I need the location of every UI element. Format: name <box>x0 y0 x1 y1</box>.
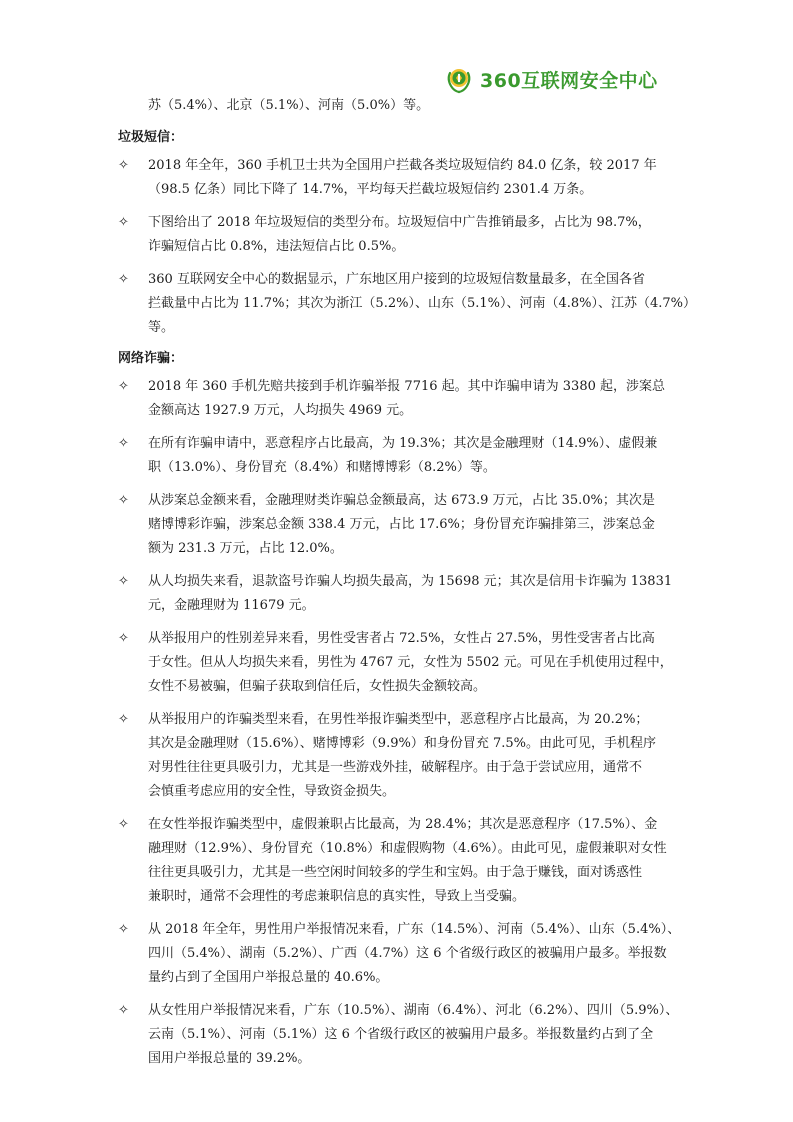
bullet-icon: ✧ <box>118 436 129 451</box>
logo-text: 360互联网安全中心 <box>480 69 658 92</box>
bullet-text: 在女性举报诈骗类型中，虚假兼职占比最高，为 28.4%；其次是恶意程序（17.5%）、金 融理财（12.9%）、身份冒充（10.8%）和虚假购物（4.6%）。由此可见，虚假兼职对女性 往往更具吸引力，尤其是一些空闲时间较多的学生和宝妈。由于急于赚钱，面对诱惑性 兼职时，通常不会理性的考虑兼职信息的真实性，导致上当受骗。 <box>148 817 667 904</box>
bullet-text: 从人均损失来看，退款盗号诈骗人均损失最高，为 15698 元；其次是信用卡诈骗为 13831 元，金融理财为 11679 元。 <box>148 574 673 613</box>
list-item <box>118 570 678 618</box>
bullet-text: 360 互联网安全中心的数据显示，广东地区用户接到的垃圾短信数量最多，在全国各省 拦截量中占比为 11.7%；其次为浙江（5.2%）、山东（5.1%）、河南（4.8%）、江苏（4.7%） 等。 <box>148 272 697 335</box>
document-body <box>118 94 697 1080</box>
bullet-text: 在所有诈骗申请中，恶意程序占比最高，为 19.3%；其次是金融理财（14.9%）、虚假兼 职（13.0%）、身份冒充（8.4%）和赌博博彩（8.2%）等。 <box>148 436 658 475</box>
bullet-icon: ✧ <box>118 817 129 832</box>
list-item <box>118 489 678 561</box>
list-item <box>118 627 678 699</box>
section-heading-online-fraud: 网络诈骗： <box>118 351 184 366</box>
bullet-text: 下图给出了 2018 年垃圾短信的类型分布。垃圾短信中广告推销最多，占比为 98.7%， 诈骗短信占比 0.8%，违法短信占比 0.5%。 <box>148 215 651 254</box>
list-item <box>118 999 678 1071</box>
list-item <box>118 432 678 480</box>
bullet-icon: ✧ <box>118 493 129 508</box>
bullet-icon: ✧ <box>118 158 129 173</box>
bullet-text: 2018 年全年，360 手机卫士共为全国用户拦截各类垃圾短信约 84.0 亿条，较 2017 年 （98.5 亿条）同比下降了 14.7%，平均每天拦截垃圾短信约 2301.4 万条。 <box>148 158 657 197</box>
bullet-text: 从女性用户举报情况来看，广东（10.5%）、湖南（6.4%）、河北（6.2%）、四川（5.9%）、 云南（5.1%）、河南（5.1%）这 6 个省级行政区的被骗用户最多。举报数量约占到了全 国用户举报总量的 39.2%。 <box>148 1003 679 1066</box>
bullet-icon: ✧ <box>118 574 129 589</box>
bullet-icon: ✧ <box>118 631 129 646</box>
spam-sms-bullet-list <box>118 154 697 340</box>
bullet-icon: ✧ <box>118 272 129 287</box>
bullet-icon: ✧ <box>118 1003 129 1018</box>
bullet-text: 从 2018 年全年，男性用户举报情况来看，广东（14.5%）、河南（5.4%）、山东（5.4%）、 四川（5.4%）、湖南（5.2%）、广西（4.7%）这 6 个省级行政区的被骗用户最多。举报数 量约占到了全国用户举报总量的 40.6%。 <box>148 922 681 985</box>
list-item <box>118 154 678 202</box>
continuation-text: 苏（5.4%）、北京（5.1%）、河南（5.0%）等。 <box>148 98 430 113</box>
list-item <box>118 708 678 804</box>
360-guard-emblem-icon <box>444 64 474 94</box>
bullet-icon: ✧ <box>118 215 129 230</box>
bullet-text: 从涉案总金额来看，金融理财类诈骗总金额最高，达 673.9 万元，占比 35.0%；其次是 赌博博彩诈骗，涉案总金额 338.4 万元，占比 17.6%；身份冒充诈骗排第三，涉案总金 额为 231.3 万元，占比 12.0%。 <box>148 493 655 556</box>
bullet-icon: ✧ <box>118 712 129 727</box>
header-logo <box>444 62 658 96</box>
list-item <box>118 918 681 990</box>
online-fraud-bullet-list <box>118 375 681 1071</box>
list-item <box>118 268 697 340</box>
bullet-text: 从举报用户的诈骗类型来看，在男性举报诈骗类型中，恶意程序占比最高，为 20.2%； 其次是金融理财（15.6%）、赌博博彩（9.9%）和身份冒充 7.5%。由此可见，手机程序 对男性往往更具吸引力，尤其是一些游戏外挂，破解程序。由于急于尝试应用，通常不 会慎重考虑应用的安全性，导致资金损失。 <box>148 712 656 799</box>
section-heading-spam-sms: 垃圾短信： <box>118 130 184 145</box>
list-item <box>118 375 678 423</box>
list-item <box>118 211 678 259</box>
bullet-icon: ✧ <box>118 379 129 394</box>
list-item <box>118 813 678 909</box>
bullet-text: 从举报用户的性别差异来看，男性受害者占 72.5%，女性占 27.5%，男性受害者占比高 于女性。但从人均损失来看，男性为 4767 元，女性为 5502 元。可见在手机使用过程中， 女性不易被骗，但骗子获取到信任后，女性损失金额较高。 <box>148 631 673 694</box>
bullet-icon: ✧ <box>118 922 129 937</box>
bullet-text: 2018 年 360 手机先赔共接到手机诈骗举报 7716 起。其中诈骗申请为 3380 起，涉案总 金额高达 1927.9 万元，人均损失 4969 元。 <box>148 379 665 418</box>
